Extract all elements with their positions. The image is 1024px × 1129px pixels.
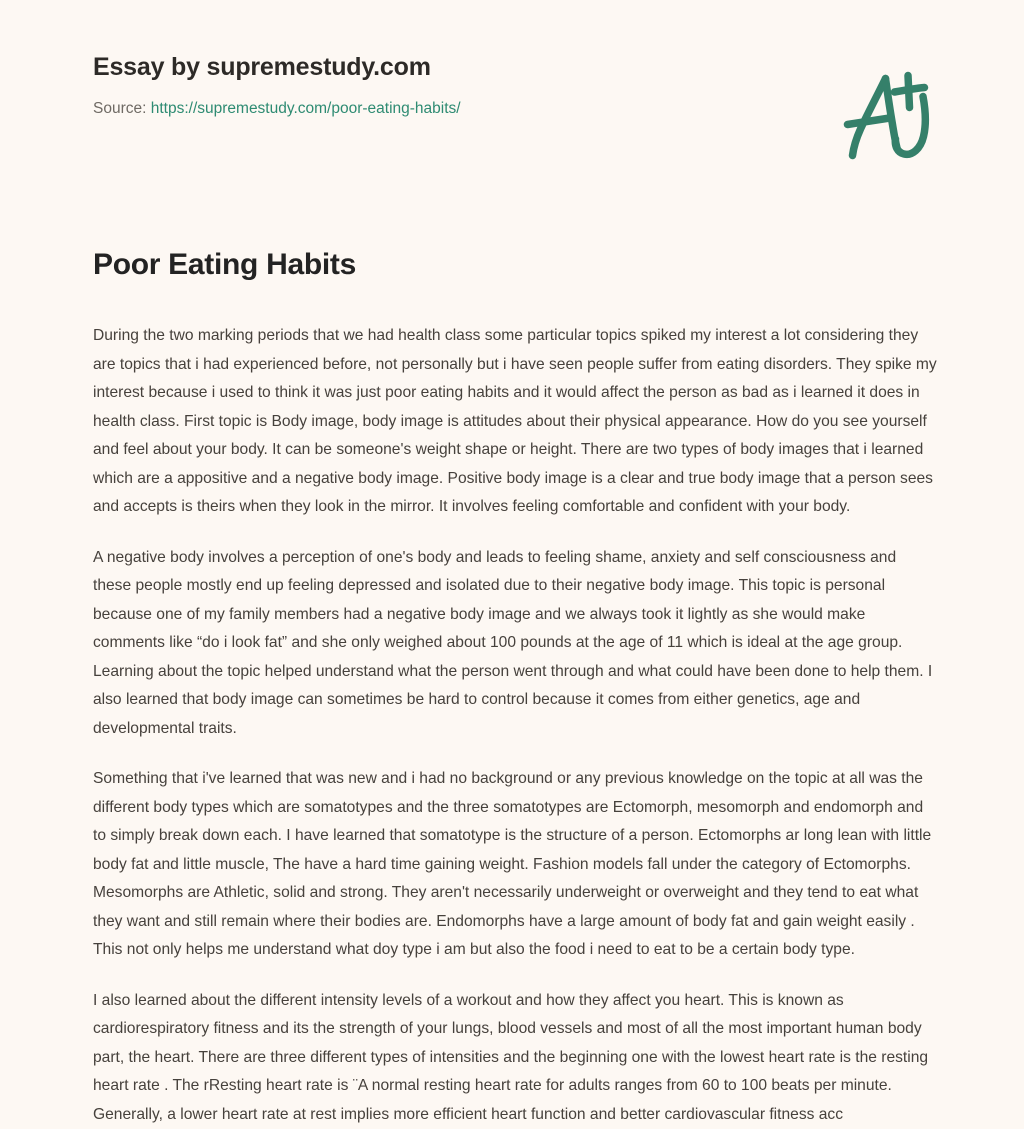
article-paragraph: I also learned about the different intensity levels of a workout and how they affect you heart. This is known as cardiorespiratory fitness and its the strength of your lungs, blood vessels and most of all the most important human body part, the heart. There are three different types of intensities and the beginning one with the lowest heart rate is the resting heart rate . The rResting heart rate is ¨A normal resting heart rate for adults ranges from 60 to 100 beats per minute. Generally, a lower heart rate at rest implies more efficient heart function and better cardiovascular fitness acc bbox=[93, 987, 938, 1129]
article-paragraph: During the two marking periods that we had health class some particular topics spiked my interest a lot considering they are topics that i had experienced before, not personally but i have seen people suffer from eating disorders. They spike my interest because i used to think it was just poor eating habits and it would affect the person as bad as i learned it does in health class. First topic is Body image, body image is attitudes about their physical appearance. How do you see yourself and feel about your body. It can be someone's weight shape or height. There are two types of body images that i learned which are a appositive and a negative body image. Positive body image is a clear and true body image that a person sees and accepts is theirs when they look in the mirror. It involves feeling comfortable and confident with your body. bbox=[93, 322, 938, 522]
a-plus-logo bbox=[832, 58, 952, 178]
page-header bbox=[93, 52, 944, 119]
page-title: Poor Eating Habits bbox=[93, 247, 938, 283]
article-paragraph: A negative body involves a perception of one's body and leads to feeling shame, anxiety and self consciousness and these people mostly end up feeling depressed and isolated due to their negative body image. This topic is personal because one of my family members had a negative body image and we always took it lightly as she would make comments like “do i look fat” and she only weighed about 100 pounds at the age of 11 which is ideal at the age group. Learning about the topic helped understand what the person went through and what could have been done to help them. I also learned that body image can sometimes be hard to control because it comes from either genetics, age and developmental traits. bbox=[93, 544, 938, 744]
article-body bbox=[93, 322, 938, 1129]
a-plus-logo-icon bbox=[832, 58, 952, 178]
source-label: Source: bbox=[93, 100, 146, 117]
source-url-link[interactable]: https://supremestudy.com/poor-eating-habits/ bbox=[151, 100, 461, 117]
brand-title: Essay by supremestudy.com bbox=[93, 52, 944, 82]
source-line bbox=[93, 99, 944, 119]
article bbox=[93, 247, 938, 1129]
article-paragraph: Something that i've learned that was new and i had no background or any previous knowledge on the topic at all was the different body types which are somatotypes and the three somatotypes are Ectomorph, mesomorph and endomorph and to simply break down each. I have learned that somatotype is the structure of a person. Ectomorphs ar long lean with little body fat and little muscle, The have a hard time gaining weight. Fashion models fall under the category of Ectomorphs. Mesomorphs are Athletic, solid and strong. They aren't necessarily underweight or overweight and they tend to eat what they want and still remain where their bodies are. Endomorphs have a large amount of body fat and gain weight easily . This not only helps me understand what doy type i am but also the food i need to eat to be a certain body type. bbox=[93, 765, 938, 965]
